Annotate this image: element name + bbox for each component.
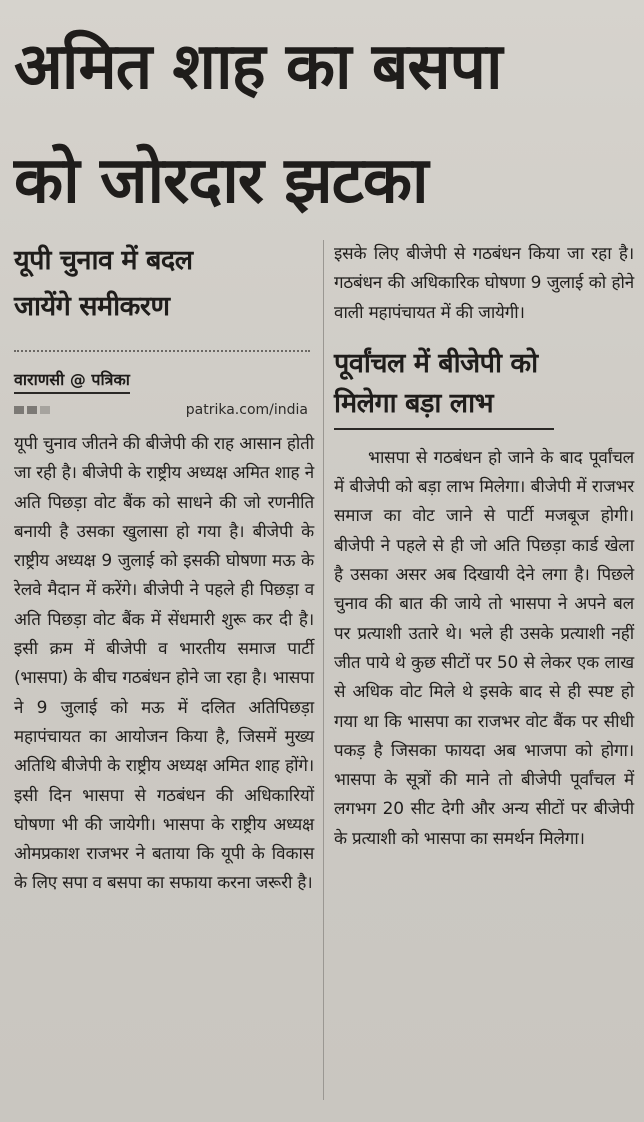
- column-divider: [323, 240, 324, 1100]
- source-url: patrika.com/india: [185, 402, 308, 418]
- headline-line-2: को जोरदार झटका: [14, 144, 428, 218]
- subheadline-line-2: जायेंगे समीकरण: [14, 291, 170, 322]
- right-column: [334, 238, 634, 854]
- headline-line-1: अमित शाह का बसपा: [14, 30, 502, 104]
- right-column-body: भासपा से गठबंधन हो जाने के बाद पूर्वांचल में बीजेपी को बड़ा लाभ मिलेगा। बीजेपी में राजभर समाज का वोट जाने से पार्टी मजबूज होगी। बीजेपी ने पहले से ही जो अति पिछड़ा कार्ड खेला है उसका असर अब दिखायी देने लगा है। पिछले चुनाव की बात की जाये तो भासपा ने अपने बल पर प्रत्याशी उतारे थे। भले ही उसके प्रत्याशी नहीं जीत पाये थे कुछ सीटों पर 50 से लेकर एक लाख से अधिक वोट मिले थे इसके बाद से ही स्पष्ट हो गया था कि भासपा का राजभर वोट बैंक पर सीधी पकड़ है जिसका फायदा अब भाजपा को होगा। भासपा के सूत्रों की माने तो बीजेपी पूर्वांचल में लगभग 20 सीट देगी और अन्य सीटों पर बीजेपी के प्रत्याशी को भासपा का समर्थन मिलेगा।: [334, 447, 634, 849]
- decorative-squares-icon: [14, 406, 50, 414]
- section-heading-line-2: मिलेगा बड़ा लाभ: [334, 387, 494, 419]
- left-column-body: यूपी चुनाव जीतने की बीजेपी की राह आसान होती जा रही है। बीजेपी के राष्ट्रीय अध्यक्ष अमित शाह ने अति पिछड़ा वोट बैंक को साधने की जो रणनीति बनायी है उसका खुलासा हो गया है। बीजेपी के राष्ट्रीय अध्यक्ष 9 जुलाई को इसकी घोषणा मऊ के रेलवे मैदान में करेंगे। बीजेपी ने पहले ही पिछड़ा व अति पिछड़ा वोट बैंक में सेंधमारी शुरू कर दी है। इसी क्रम में बीजेपी व भारतीय समाज पार्टी (भासपा) के बीच गठबंधन होने जा रहा है। भासपा ने 9 जुलाई को मऊ में दलित अतिपिछड़ा महापंचायत का आयोजन किया है, जिसमें मुख्य अतिथि बीजेपी के राष्ट्रीय अध्यक्ष अमित शाह होंगे। इसी दिन भासपा से गठबंधन की अधिकारियों घोषणा भी की जायेगी। भासपा के राष्ट्रीय अध्यक्ष ओमप्रकाश राजभर ने बताया कि यूपी के विकास के लिए सपा व बसपा का सफाया करना जरूरी है।: [14, 434, 314, 894]
- byline-row: [14, 400, 314, 424]
- dotted-separator: [14, 350, 310, 352]
- section-heading-underline: [334, 428, 554, 430]
- right-column-continuation: इसके लिए बीजेपी से गठबंधन किया जा रहा है। गठबंधन की अधिकारिक घोषणा 9 जुलाई को होने वाली महापंचायत में की जायेगी।: [334, 244, 634, 323]
- section-heading-line-1: पूर्वांचल में बीजेपी को: [334, 347, 538, 379]
- dateline: वाराणसी @ पत्रिका: [14, 370, 130, 394]
- left-column: [14, 238, 314, 899]
- subheadline-line-1: यूपी चुनाव में बदल: [14, 245, 193, 276]
